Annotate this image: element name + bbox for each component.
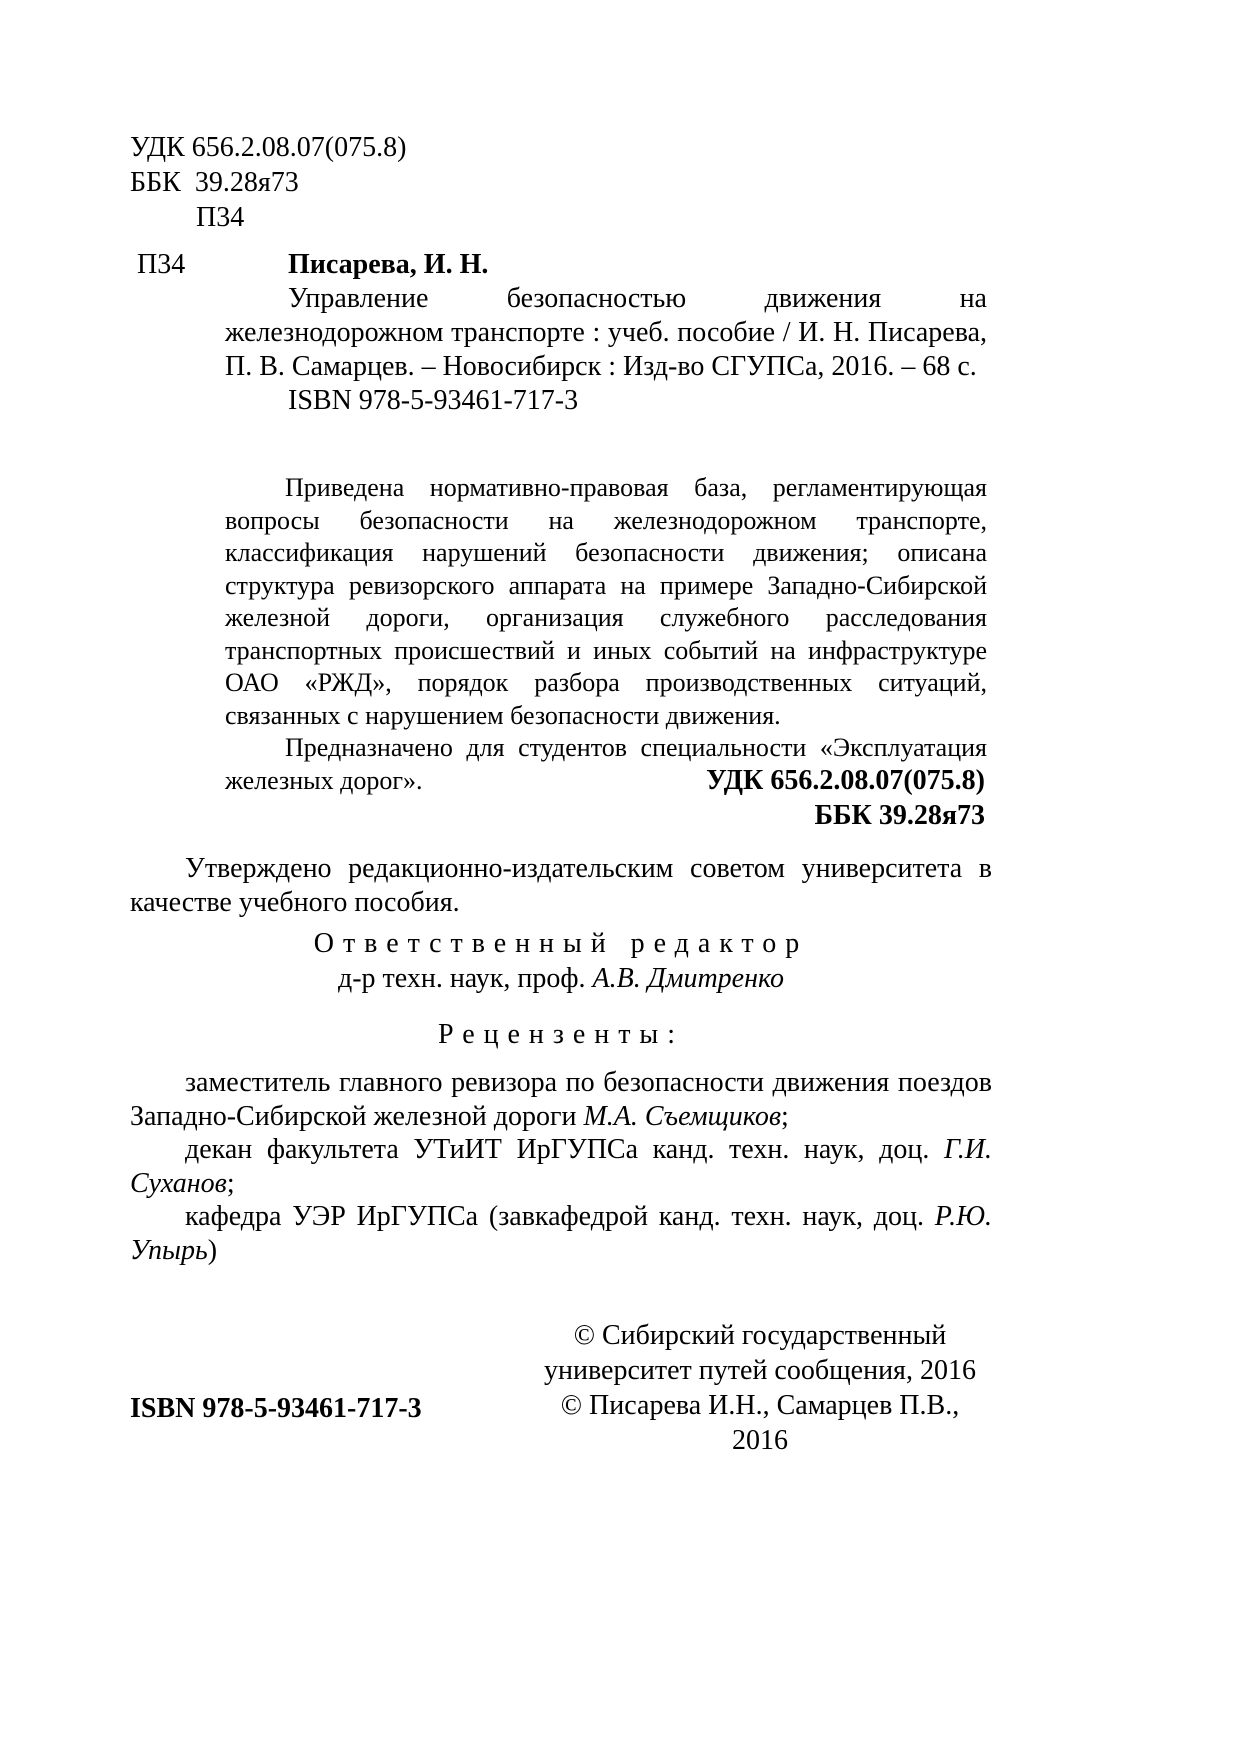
reviewer-name: Р.Ю. Упырь xyxy=(130,1201,992,1266)
udk-code-top: УДК 656.2.08.07(075.8) xyxy=(130,132,407,163)
copyright-authors: © Писарева И.Н., Самарцев П.В., 2016 xyxy=(560,1390,960,1456)
approval-statement: Утверждено редакционно-издательским советом университета в качестве учебного пособия. xyxy=(130,853,992,918)
reviewer-description: декан факультета УТиИТ ИрГУПСа канд. техн. наук, доц. xyxy=(185,1134,944,1165)
copyright-university-line2: университет путей сообщения, 2016 xyxy=(544,1355,976,1386)
bibliographic-record xyxy=(137,248,990,418)
bbk-code-top: ББК 39.28я73 xyxy=(130,167,299,198)
udk-code-right: УДК 656.2.08.07(075.8) xyxy=(706,765,985,796)
isbn-number: ISBN 978-5-93461-717-3 xyxy=(288,385,579,416)
reviewer-tail: ; xyxy=(781,1100,789,1132)
author-sign-top: П34 xyxy=(196,202,245,233)
bbk-code-right: ББК 39.28я73 xyxy=(814,800,985,831)
reviewer-name: Г.И. Суханов xyxy=(130,1134,992,1199)
classification-codes-right xyxy=(225,763,985,833)
bibliographic-record-body xyxy=(225,248,987,418)
bibliographic-description: Управление безопасностью движения на железнодорожном транспорте : учеб. пособие / И. Н. Писарева, П. В. Самарцев. – Новосибирск : Изд-во СГУПСа, 2016. – 68 с. xyxy=(225,283,987,382)
copyright-block xyxy=(540,1318,980,1458)
reviewers-list xyxy=(130,1066,992,1267)
reviewer-description: заместитель главного ревизора по безопасности движения поездов Западно-Сибирской железной дороги xyxy=(130,1067,992,1132)
reviewer-item xyxy=(130,1200,992,1267)
reviewer-tail: ; xyxy=(226,1167,235,1199)
editor-line xyxy=(130,961,992,996)
reviewer-description: кафедра УЭР ИрГУПСа (завкафедрой канд. техн. наук, доц. xyxy=(185,1201,935,1232)
editor-name: А.В. Дмитренко xyxy=(592,963,785,994)
reviewer-item xyxy=(130,1133,992,1200)
reviewer-tail: ) xyxy=(207,1234,218,1266)
reviewer-name: М.А. Съемщиков xyxy=(583,1100,781,1132)
editor-heading: Ответственный редактор xyxy=(313,928,809,959)
isbn-footer: ISBN 978-5-93461-717-3 xyxy=(130,1393,422,1424)
classification-codes-block xyxy=(130,130,406,235)
annotation-block xyxy=(225,472,987,797)
author-name: Писарева, И. Н. xyxy=(288,249,489,280)
annotation-paragraph: Приведена нормативно-правовая база, регламентирующая вопросы безопасности на железнодорожном транспорте, классификация нарушений безопасности движения; описана структура ревизорского аппарата на примере Западно-Сибирской железной дороги, организация служебного расследования транспортных происшествий и иных событий на инфраструктуре ОАО «РЖД», порядок разбора производственных ситуаций, связанных с нарушением безопасности движения. xyxy=(225,473,987,730)
editor-title: д-р техн. наук, проф. xyxy=(337,963,593,994)
copyright-university-line1: © Сибирский государственный xyxy=(573,1320,947,1351)
editor-block xyxy=(130,926,992,996)
annotation-audience-paragraph: Предназначено для студентов специальности «Эксплуатация железных дорог». xyxy=(225,733,987,795)
author-sign-margin: П34 xyxy=(137,249,186,280)
reviewers-heading: Рецензенты: xyxy=(438,1019,684,1050)
reviewer-item xyxy=(130,1066,992,1133)
